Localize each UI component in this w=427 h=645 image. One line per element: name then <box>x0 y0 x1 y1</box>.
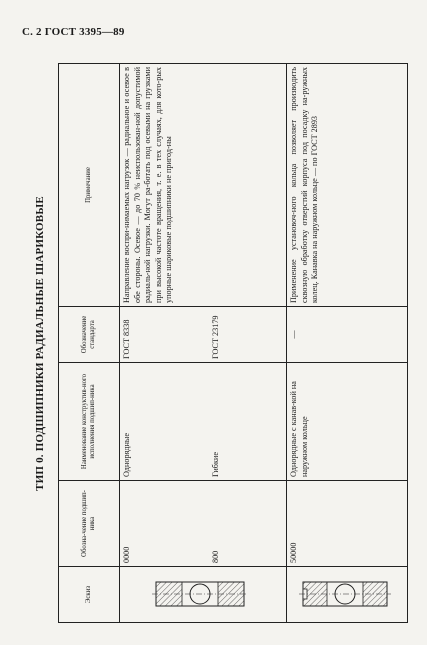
table-row <box>287 64 408 623</box>
bearing-table <box>58 63 408 623</box>
deep-groove-ball-bearing-sketch <box>120 566 280 622</box>
name-1: Однорядные <box>122 433 131 477</box>
header-note: Примечание <box>59 64 120 307</box>
sketch-cell <box>287 567 408 623</box>
table-header-row <box>59 64 120 623</box>
designation-2: 800 <box>210 550 220 563</box>
rotated-content <box>24 64 399 623</box>
standard-cell <box>287 307 408 363</box>
header-name: Наименование конструктив-ного исполнения подшип-ника <box>59 363 120 481</box>
designation-cell <box>120 481 287 567</box>
ball-bearing-with-groove-sketch <box>287 566 403 622</box>
name-2: Гибкие <box>210 452 220 477</box>
header-sketch: Эскиз <box>59 567 120 623</box>
name-cell: Однорядные с канав-кой на наружном кольце <box>287 363 408 481</box>
standard-1: ГОСТ 8338 <box>122 319 131 359</box>
designation-cell: 50000 <box>287 481 408 567</box>
designation-1: 0000 <box>122 546 131 563</box>
page-header: С. 2 ГОСТ 3395—89 <box>22 26 125 38</box>
standard-2: ГОСТ 23179 <box>210 315 220 359</box>
header-standard: Обозначение стандарта <box>59 307 120 363</box>
sketch-cell <box>120 567 287 623</box>
note-cell: Направление воспри-нимаемых нагрузок — радиальное и осевое в обе стороны. Осевое — до 70 % неиспользован-ной допустимой радиаль-ной нагрузки. Могут ра-ботать под осевыми на грузками при высокой частоте вращения, т. е. в тех случаях, для кото-рых упорные шариковые подшипники не пригод-ны <box>120 64 287 307</box>
standard-dash: — <box>289 330 298 339</box>
name-cell <box>120 363 287 481</box>
standard-cell <box>120 307 287 363</box>
table-row <box>120 64 287 623</box>
note-cell: Применение установоч-ного кольца позволяет производить сквозную обработку отверстий корпуса под посадку на-ружных колец. Канавка на наружном кольце — по ГОСТ 2893 <box>287 64 408 307</box>
header-designation: Обозна-чение подшип-ника <box>59 481 120 567</box>
section-title: ТИП 0. ПОДШИПНИКИ РАДИАЛЬНЫЕ ШАРИКОВЫЕ <box>34 196 46 491</box>
